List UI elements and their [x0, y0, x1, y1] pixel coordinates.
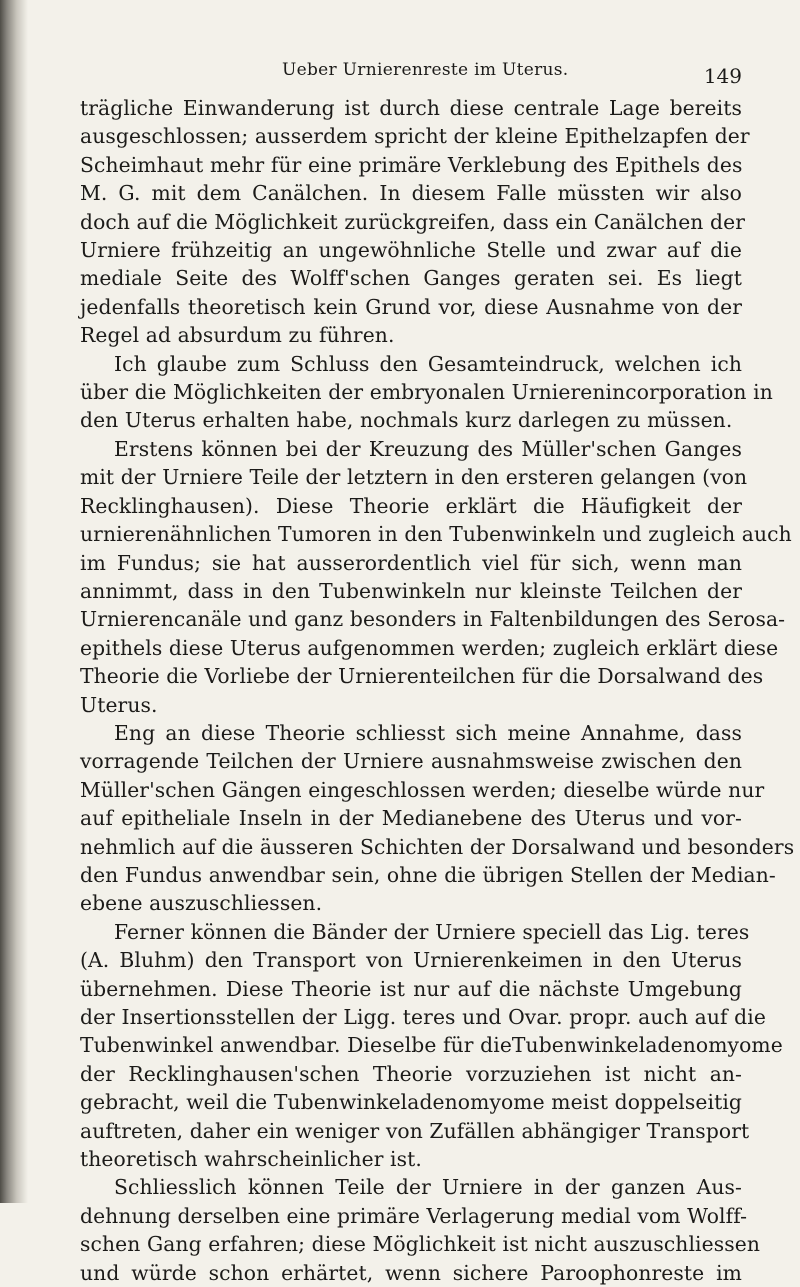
text-line: Scheimhaut mehr für eine primäre Verklebung des Epithels des: [80, 152, 743, 177]
text-line: auftreten, daher ein weniger von Zufällen abhängiger Transport: [80, 1118, 750, 1143]
text-line: Tubenwinkel anwendbar. Dieselbe für dieTubenwinkeladenomyome: [80, 1033, 783, 1058]
text-line: auf epitheliale Inseln in der Medianebene des Uterus und vor-: [80, 806, 742, 831]
text-line: Schliesslich können Teile der Urniere in der ganzen Aus-: [114, 1175, 742, 1200]
book-page: [80, 60, 795, 1287]
text-line: Urniere frühzeitig an ungewöhnliche Stelle und zwar auf die: [80, 238, 742, 263]
body-text: [80, 94, 795, 1287]
text-line: über die Möglichkeiten der embryonalen Urnierenincorporation in: [80, 380, 773, 405]
paragraph: [80, 1173, 761, 1287]
paragraph: [80, 350, 773, 435]
text-line: und würde schon erhärtet, wenn sichere Paroophonreste im: [80, 1260, 742, 1285]
text-line: (A. Bluhm) den Transport von Urnierenkeimen in den Uterus: [80, 948, 742, 973]
text-line: Theorie die Vorliebe der Urnierenteilchen für die Dorsalwand des: [80, 664, 764, 689]
text-line: der Recklinghausen'schen Theorie vorzuziehen ist nicht an-: [80, 1061, 742, 1086]
text-line: vorragende Teilchen der Urniere ausnahmsweise zwischen den: [80, 749, 742, 774]
text-line: im Fundus; sie hat ausserordentlich viel für sich, wenn man: [80, 550, 742, 575]
text-line: M. G. mit dem Canälchen. In diesem Falle müssten wir also: [80, 181, 742, 206]
book-binding-shadow: [0, 0, 28, 1203]
text-line: Regel ad absurdum zu führen.: [80, 323, 395, 348]
text-line: Erstens können bei der Kreuzung des Müller'schen Ganges: [114, 436, 742, 461]
text-line: der Insertionsstellen der Ligg. teres und Ovar. propr. auch auf die: [80, 1005, 766, 1029]
text-line: übernehmen. Diese Theorie ist nur auf die nächste Umgebung: [80, 976, 742, 1001]
text-line: nehmlich auf die äusseren Schichten der Dorsalwand und besonders: [80, 834, 795, 859]
text-line: Recklinghausen). Diese Theorie erklärt die Häufigkeit der: [80, 493, 742, 518]
page-header: [80, 60, 742, 94]
text-line: Ferner können die Bänder der Urniere speciell das Lig. teres: [114, 919, 750, 944]
text-line: den Fundus anwendbar sein, ohne die übrigen Stellen der Median-: [80, 862, 776, 887]
text-line: ebene auszuschliessen.: [80, 891, 323, 916]
paragraph: [80, 918, 783, 1174]
page-number: 149: [703, 64, 742, 88]
text-line: Urnierencanäle und ganz besonders in Faltenbildungen des Serosa-: [80, 607, 786, 632]
text-line: ausgeschlossen; ausserdem spricht der kleine Epithelzapfen der: [80, 124, 750, 149]
text-line: dehnung derselben eine primäre Verlagerung medial vom Wolff-: [80, 1203, 748, 1228]
text-line: Ich glaube zum Schluss den Gesamteindruck, welchen ich: [114, 351, 742, 376]
paragraph: [80, 435, 792, 719]
text-line: mediale Seite des Wolff'schen Ganges geraten sei. Es liegt: [80, 266, 742, 291]
text-line: doch auf die Möglichkeit zurückgreifen, dass ein Canälchen der: [80, 209, 745, 234]
text-line: Eng an diese Theorie schliesst sich meine Annahme, dass: [114, 720, 742, 745]
paragraph: [80, 94, 750, 350]
paragraph: [80, 719, 795, 918]
text-line: trägliche Einwanderung ist durch diese centrale Lage bereits: [80, 96, 742, 120]
running-title: Ueber Urnierenreste im Uterus.: [282, 60, 569, 80]
text-line: jedenfalls theoretisch kein Grund vor, diese Ausnahme von der: [80, 294, 742, 319]
text-line: gebracht, weil die Tubenwinkeladenomyome meist doppelseitig: [80, 1090, 742, 1115]
text-line: urnierenähnlichen Tumoren in den Tubenwinkeln und zugleich auch: [80, 522, 792, 547]
text-line: epithels diese Uterus aufgenommen werden; zugleich erklärt diese: [80, 635, 779, 660]
text-line: mit der Urniere Teile der letztern in den ersteren gelangen (von: [80, 465, 748, 490]
text-line: Müller'schen Gängen eingeschlossen werden; dieselbe würde nur: [80, 777, 765, 802]
text-line: Uterus.: [80, 692, 158, 717]
text-line: den Uterus erhalten habe, nochmals kurz darlegen zu müssen.: [80, 408, 733, 433]
text-line: schen Gang erfahren; diese Möglichkeit ist nicht auszuschliessen: [80, 1232, 761, 1257]
text-line: theoretisch wahrscheinlicher ist.: [80, 1147, 422, 1172]
text-line: annimmt, dass in den Tubenwinkeln nur kleinste Teilchen der: [80, 578, 742, 603]
